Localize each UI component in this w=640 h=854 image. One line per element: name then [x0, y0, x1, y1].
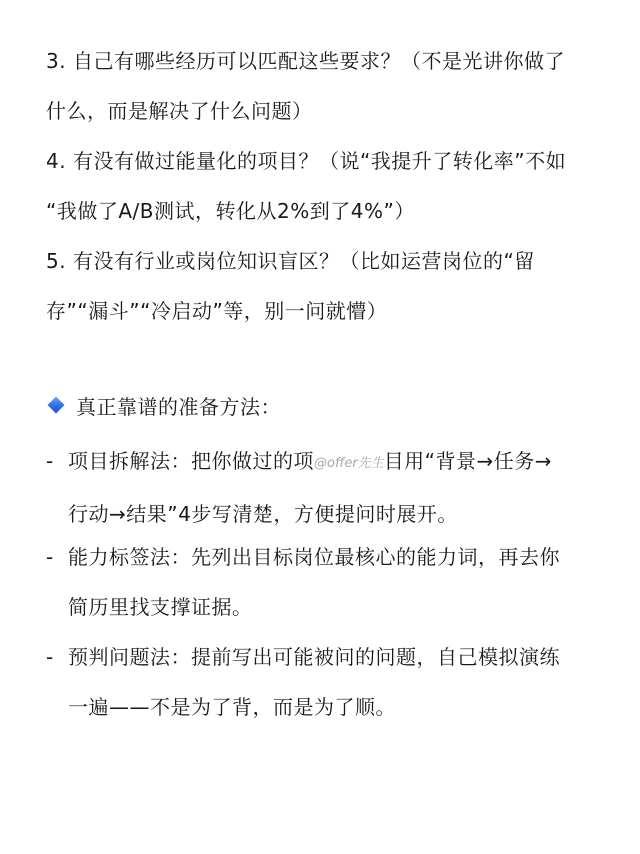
method-3-line-1: 预判问题法：提前写出可能被问的问题，自己模拟演练 — [68, 645, 560, 669]
question-5-line-2: 存”“漏斗”“冷启动”等，别一问就懵） — [46, 299, 388, 323]
method-3-line-2: 一遍——不是为了背，而是为了顺。 — [68, 695, 396, 719]
question-3-line-2: 什么，而是解决了什么问题） — [46, 99, 313, 123]
bullet-dash: - — [46, 645, 54, 669]
method-text — [68, 632, 560, 732]
question-4-line-1: 4. 有没有做过能量化的项目？（说“我提升了转化率”不如 — [46, 149, 567, 173]
bullet-dash: - — [46, 449, 54, 473]
method-2-line-1: 能力标签法：先列出目标岗位最核心的能力词，再去你 — [68, 545, 560, 569]
section-title: 真正靠谱的准备方法： — [76, 394, 281, 419]
question-3-line-1: 3. 自己有哪些经历可以匹配这些要求？（不是光讲你做了 — [46, 49, 565, 73]
question-5-line-1: 5. 有没有行业或岗位知识盲区？（比如运营岗位的“留 — [46, 249, 535, 273]
question-4-line-2: “我做了A/B测试，转化从2%到了4%”） — [46, 199, 415, 223]
method-1-line-2: 行动→结果”4步写清楚，方便提问时展开。 — [68, 502, 458, 526]
question-5 — [46, 236, 606, 336]
watermark-text: @offer先生 — [314, 456, 384, 471]
method-1-text-b: 目用“背景→任务→ — [383, 449, 553, 473]
method-2-line-2: 简历里找支撑证据。 — [68, 595, 253, 619]
bullet-dash: - — [46, 545, 54, 569]
method-1-line-1 — [68, 436, 552, 489]
method-text — [68, 532, 560, 632]
blue-diamond-icon — [48, 397, 65, 414]
method-1-text-a: 项目拆解法：把你做过的项 — [68, 449, 314, 473]
section-header — [46, 380, 281, 430]
question-4 — [46, 136, 606, 236]
method-text — [68, 436, 552, 539]
question-3 — [46, 36, 606, 136]
